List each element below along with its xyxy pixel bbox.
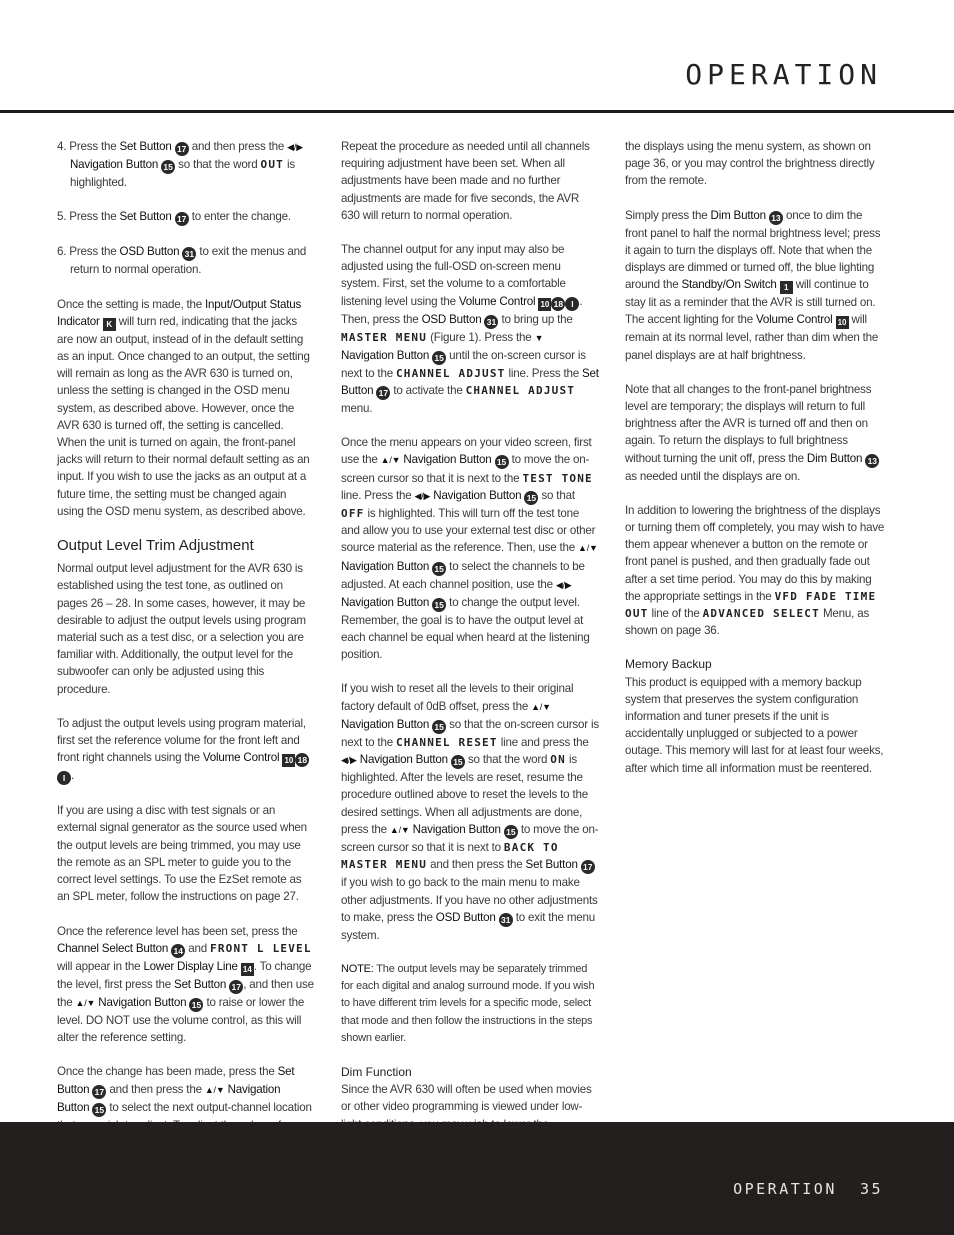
paragraph: Normal output level adjustment for the AVR 630 is established using the test tone, as outlined on pages 26 – 28. In some cases, however, it may be desirable to adjust the output levels using program material such as a test disc, or a selection you are familiar with. Additionally, the output level for the subwoofer can only be adjusted using this procedure. [57,562,306,696]
column-left [57,138,315,1204]
term-lower-display-line: Lower Display Line [143,959,238,973]
term-volume-control: Volume Control [458,294,536,308]
badge-k: K [103,318,116,331]
term-set-button: Set Button [119,210,172,224]
paragraph: To adjust the output levels using program material, first set the reference volume for the front left and front right channels using the Volume Control 10 18I . [57,715,315,785]
triangle-left-right-icon: ◀/▶ [555,579,572,590]
badge-15: 15 [161,160,175,174]
term-standby-switch: Standby/On Switch [681,278,777,292]
term-navigation-button: Navigation Button [341,595,430,609]
badge-15: 15 [524,491,538,505]
badge-i: I [57,771,71,785]
lcd-channel-adjust: CHANNEL ADJUST [465,384,576,398]
term-channel-select-button: Channel Select Button [57,941,169,955]
step-5: 5. Press the Set Button 17 to enter the change. [57,210,291,225]
badge-17: 17 [581,860,595,874]
triangle-left-right-icon: ◀/▶ [341,755,357,766]
paragraph: Note that all changes to the front-panel brightness level are temporary; the displays will return to full brightness after the AVR is turned off and then on again. To return the displays to full brightness without turning the unit off, press the Dim Button 13 as needed until the displays are on. [625,381,885,485]
paragraph: Once the setting is made, the Input/Output Status Indicator K will turn red, indicating that the jacks are now an output, instead of in the default setting as an input. Once changed to an output, the setting will remain as long as the AVR 630 is turned on, unless the setting is changed in the OSD menu system, as described above. However, once the AVR 630 is turned off, the setting is cancelled. When the unit is turned on again, the front-panel jacks will return to their normal default setting as an input. If you wish to use the jacks as an output at a future time, the setting must be changed again using the OSD menu system, as described above. [57,297,310,518]
subheading-memory-backup: Memory Backup [625,657,712,672]
triangle-up-down-icon: ▲/▼ [531,701,551,712]
footer-bar [0,1122,954,1235]
badge-10: 10 [836,316,849,329]
paragraph: If you are using a disc with test signals or an external signal generator as the source used when the output levels are being trimmed, you may use the remote as an SPL meter to guide you to the correct level settings. To use the EzSet remote as an SPL meter, follow the instructions on page 27. [57,804,307,904]
badge-15: 15 [504,825,518,839]
term-navigation-button: Navigation Button [341,559,430,573]
step-4: 4. Press the Set Button 17 and then press the ◀/▶ Navigation Button 15 so that the word OUT is highlighted. [57,140,303,190]
badge-31: 31 [499,913,513,927]
term-navigation-button: Navigation Button [70,158,159,172]
lcd-master-menu: MASTER MENU [341,330,428,344]
term-navigation-button: Navigation Button [341,348,430,362]
badge-10: 10 [282,754,295,767]
badge-15: 15 [432,598,446,612]
paragraph: Repeat the procedure as needed until all channels requiring adjustment have been set. When all adjustments have been made and no further adjustments are made for five seconds, the AVR 630 will return to normal operation. [341,140,590,222]
column-middle [341,138,599,1201]
term-dim-button: Dim Button [806,451,863,465]
term-volume-control: Volume Control [202,751,280,765]
term-navigation-button: Navigation Button [98,995,187,1009]
badge-1: 1 [780,281,793,294]
paragraph: Once the change has been made, press the Set Button 17 and then press the ▲/▼ Navigation Button 15 to select the next output-channel location [57,1063,315,1187]
triangle-left-right-icon: ◀/▶ [287,142,303,152]
badge-13: 13 [865,454,879,468]
badge-18: 18 [295,753,309,767]
lcd-advanced-select: ADVANCED SELECT [702,607,820,621]
badge-14: 14 [171,944,185,958]
term-navigation-button: Navigation Button [359,753,448,767]
term-set-button: Set Button [119,140,172,153]
triangle-up-down-icon: ▲/▼ [389,824,410,835]
term-volume-control: Volume Control [756,313,833,327]
badge-31: 31 [484,315,498,329]
term-set-button: Set Button [341,366,599,398]
badge-15: 15 [432,720,446,734]
subheading-dim-function: Dim Function [341,1064,412,1079]
triangle-up-down-icon: ▲/▼ [204,1084,225,1095]
term-navigation-button: Navigation Button [433,488,522,502]
badge-15: 15 [451,755,465,769]
term-navigation-button: Navigation Button [341,717,430,731]
badge-10: 10 [538,298,551,311]
badge-15: 15 [432,562,446,576]
lcd-on: ON [550,753,566,767]
lcd-vfd-fade-time-out: VFD FADE TIME OUT [625,589,877,621]
lcd-channel-reset: CHANNEL RESET [395,735,498,749]
badge-17: 17 [229,980,243,994]
paragraph: In addition to lowering the brightness of the displays or turning them off completely, you may wish to have them appear whenever a button on the remote or front panel is pushed, and then gradually fade out after a set time period. You may do this by making the appropriate settings in the VFD FADE TIME OUT line of the ADVANCED SELECT Menu, as shown on page 36. [625,503,885,638]
badge-15: 15 [92,1103,106,1117]
paragraph: the displays using the menu system, as shown on page 36, or you may control the brightness directly from the remote. [625,140,875,188]
triangle-up-down-icon: ▲/▼ [380,455,401,466]
paragraph: Simply press the Dim Button 13 once to dim the front panel to half the normal brightness level; press it again to turn the displays off. Note that when the displays are dimmed or turned off, the blue lighting around the Standby/On Switch 1 will continue to stay lit as a reminder that the AVR is still turned on. The accent lighting for the Volume Control 10 will remain at its normal level, rather than dim when the panel displays are at half brightness. [625,208,881,362]
term-set-button: Set Button [174,977,227,991]
lcd-off: OFF [341,507,365,521]
lcd-test-tone: TEST TONE [522,471,593,485]
note-label: NOTE: [341,962,374,975]
term-dim-button: Dim Button [710,208,766,222]
page-number: 35 [859,1180,883,1198]
note-paragraph: NOTE: The output levels may be separately trimmed for each digital and analog surround mode. If you wish to have different trim levels for a specific mode, select that mode and then follow the instructions in the steps shown earlier. [341,962,595,1044]
term-osd-button: OSD Button [435,910,496,924]
badge-14: 14 [241,963,254,976]
triangle-up-down-icon: ▲/▼ [75,997,96,1008]
term-osd-button: OSD Button [421,312,482,326]
badge-17: 17 [376,386,390,400]
badge-17: 17 [175,212,189,226]
badge-i: I [565,297,579,311]
footer-section: OPERATION [733,1180,837,1198]
paragraph: This product is equipped with a memory backup system that preserves the system configuration information and tuner presets if the unit is accidentally unplugged or subjected to a power outage. This memory will last for at least four weeks, after which time all information must be reentered. [625,675,884,775]
badge-31: 31 [182,247,196,261]
section-heading-output-level-trim: Output Level Trim Adjustment [57,537,254,555]
paragraph: Once the menu appears on your video screen, first use the ▲/▼ Navigation Button 15 to move the on-screen cursor so that it is next to the TEST TONE line. Press the ◀/▶ Navigation Button 15 so that OFF is highlighted. This will turn off the test tone and allow you to use your external test disc or other source material as the reference. Then, use the ▲/▼ Navigation Button 15 to select the channels to be adjusted. At each channel position, use the ◀/▶ Navigation Button 15 to change the output level. Remember, the goal is to have the output level at each channel be equal when heard at the listening position. [341,436,598,662]
triangle-down-icon: ▼ [534,332,544,343]
term-io-status-indicator: Input/Output Status Indicator [57,297,302,328]
badge-15: 15 [189,998,203,1012]
paragraph: Since the AVR 630 will often be used when movies or other video programming is viewed under low- [341,1083,592,1114]
footer-page-label [733,1180,883,1198]
badge-15: 15 [495,455,509,469]
column-right [625,138,885,794]
triangle-up-down-icon: ▲/▼ [578,543,598,554]
header-rule [0,110,954,113]
badge-17: 17 [175,142,189,156]
paragraph: If you wish to reset all the levels to their original factory default of 0dB offset, press the ▲/▼ Navigation Button 15 so that the on-screen cursor is next to the CHANNEL RESET line and press the ◀/▶ Navigation Button 15 so that the word ON is highlighted. After the levels are reset, resume the procedure outlined above to reset the levels to the desired settings. When all adjustments are done, press the ▲/▼ Navigation Button 15 to move the on-screen cursor so that it is next to BACK TO MASTER MENU and then press the Set Button 17 if you wish to go back to the main menu to make other adjustments. If you have no other adjustments to make, press the OSD Button 31 to exit the menu system. [341,682,599,942]
term-navigation-button: Navigation Button [57,1082,281,1114]
paragraph: The channel output for any input may also be adjusted using the full-OSD on-screen menu system. First, set the volume to a comfortable listening level using the Volume Control 10 18 I . Then, press the OSD Button 31 to bring up the MASTER MENU (Figure 1). Press the ▼ Navigation Button 15 until the on-screen cursor is next to the CHANNEL ADJUST line. Press the Set Button 17 to activate the CHANNEL ADJUST menu. [341,243,599,416]
lcd-out: OUT [260,158,284,172]
badge-13: 13 [769,211,783,225]
term-set-button: Set Button [525,858,578,872]
term-osd-button: OSD Button [119,245,180,259]
lcd-front-l-level: FRONT L LEVEL [210,941,312,955]
term-set-button: Set Button [57,1065,295,1096]
lcd-channel-adjust: CHANNEL ADJUST [395,366,506,380]
badge-18: 18 [551,297,565,311]
page-header-title: OPERATION [685,58,882,91]
paragraph: Once the reference level has been set, press the Channel Select Button 14 and FRONT L LEVEL will appear in the Lower Display Line 14 . To change the level, first press the Set Button 17 , and then use the ▲/▼ Navigation Button 15 to raise or lower the level. DO NOT use the volume control, as this will alter the reference setting. [57,924,314,1045]
step-6: 6. Press the OSD Button 31 to exit the menus and return to normal operation. [57,245,307,277]
term-navigation-button: Navigation Button [412,822,501,836]
badge-17: 17 [92,1085,106,1099]
badge-15: 15 [432,351,446,365]
term-navigation-button: Navigation Button [403,453,492,467]
triangle-left-right-icon: ◀/▶ [414,490,431,501]
lcd-back-to-master-menu: BACK TO MASTER MENU [341,841,559,872]
